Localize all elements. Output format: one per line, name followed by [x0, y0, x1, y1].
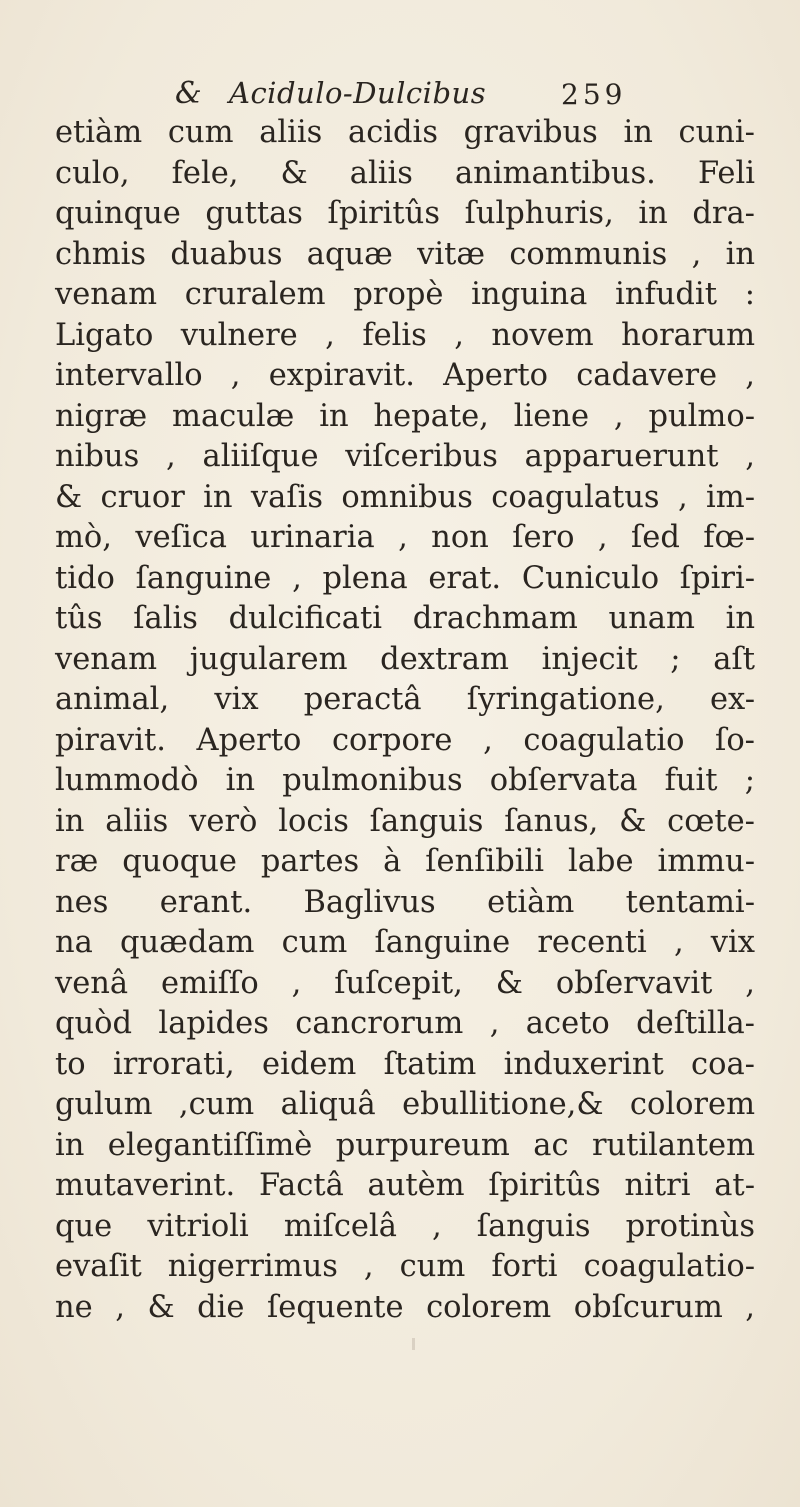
text-line: Ligato vulnere , felis , novem horarum — [55, 317, 755, 353]
text-line: piravit. Aperto corpore , coagulatio ſo- — [55, 722, 755, 758]
text-line: na quædam cum ſanguine recenti , vix — [55, 925, 755, 960]
text-line: gulum ,cum aliquâ ebullitione,& colorem — [55, 1087, 755, 1122]
text-line: chmis duabus aquæ vitæ communis , in — [55, 236, 755, 272]
text-line: nigræ maculæ in hepate, liene , pulmo- — [55, 398, 755, 434]
body-text — [55, 113, 755, 1328]
page-number: 259 — [561, 78, 627, 111]
text-line: ræ quoque partes à ſenſibili labe immu- — [55, 844, 755, 879]
text-line: venam jugularem dextram injecit ; aſt — [55, 641, 755, 677]
text-line: quòd lapides cancrorum , aceto deſtilla- — [55, 1006, 755, 1041]
text-line: lummodò in pulmonibus obſervata fuit ; — [55, 763, 755, 798]
text-line: nibus , aliiſque viſceribus apparuerunt , — [55, 439, 755, 474]
text-line: culo, fele, & aliis animantibus. Feli — [55, 155, 755, 191]
text-line: in elegantiſſimè purpureum ac rutilantem — [55, 1127, 755, 1163]
text-line: in aliis verò locis ſanguis ſanus, & cœte- — [55, 803, 755, 839]
text-line: evaſit nigerrimus , cum forti coagulatio- — [55, 1249, 755, 1284]
text-line: etiàm cum aliis acidis gravibus in cuni- — [55, 115, 755, 150]
text-line: mutaverint. Factâ autèm ſpiritûs nitri at- — [55, 1168, 755, 1203]
text-line: que vitrioli miſcelâ , ſanguis protinùs — [55, 1208, 755, 1244]
text-line: mò, veſica urinaria , non ſero , ſed fœ- — [55, 520, 755, 555]
text-line: to irrorati, eidem ſtatim induxerint coa- — [55, 1046, 755, 1082]
text-line: quinque guttas ſpiritûs ſulphuris, in dra- — [55, 196, 755, 231]
running-title: Acidulo-Dulcibus — [229, 76, 487, 110]
text-line: tido ſanguine , plena erat. Cuniculo ſpiri- — [55, 560, 755, 596]
text-line: animal, vix peractâ ſyringatione, ex- — [55, 682, 755, 717]
text-line: intervallo , expiravit. Aperto cadavere , — [55, 358, 755, 393]
text-line: venâ emiſſo , ſuſcepit, & obſervavit , — [55, 965, 755, 1001]
text-line: ne , & die ſequente colorem obſcurum , — [55, 1289, 755, 1325]
running-header — [175, 76, 655, 116]
paper-speck — [412, 1338, 415, 1350]
text-line: & cruor in vaſis omnibus coagulatus , im- — [55, 479, 755, 515]
text-line: tûs ſalis dulcificati drachmam unam in — [55, 601, 755, 636]
text-line: nes erant. Baglivus etiàm tentami- — [55, 884, 755, 920]
header-ampersand: & — [175, 76, 202, 111]
text-line: venam cruralem propè inguina infudit : — [55, 277, 755, 312]
